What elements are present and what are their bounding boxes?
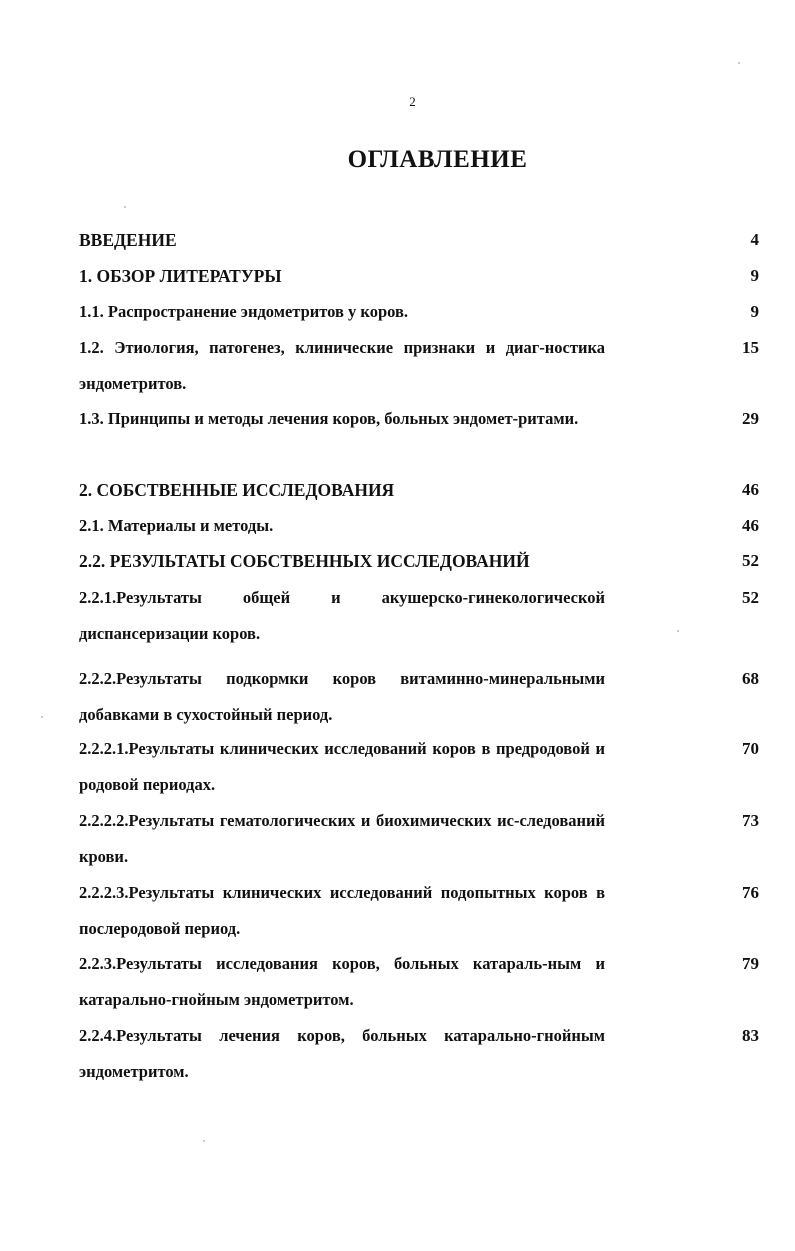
- toc-entry-page: 46: [742, 480, 759, 499]
- toc-entry-text: 2.2.2.1.Результаты клинических исследований коров в предродовой и родовой периодах.: [79, 739, 605, 794]
- scan-speck: [41, 716, 43, 718]
- toc-entry-page: 29: [742, 409, 759, 428]
- toc-entry-text: 2.2.2.Результаты подкормки коров витаминно-минеральными добавками в сухостойный период.: [79, 669, 605, 724]
- page-title: ОГЛАВЛЕНИЕ: [347, 146, 528, 173]
- toc-entry-text: 1.1. Распространение эндометритов у коров.: [79, 302, 409, 321]
- page-number: 2: [409, 94, 416, 109]
- toc-entry-page: 4: [750, 230, 759, 249]
- toc-entry-text: 1.3. Принципы и методы лечения коров, больных эндомет-ритами.: [79, 409, 579, 428]
- scan-speck: [203, 1140, 205, 1142]
- toc-entry-page: 76: [742, 883, 759, 902]
- scan-speck: [738, 62, 740, 64]
- toc-entry-text: 2.1. Материалы и методы.: [79, 516, 274, 535]
- toc-entry-page: 9: [750, 266, 759, 285]
- scan-speck: [677, 630, 679, 632]
- toc-entry-page: 15: [742, 338, 759, 357]
- toc-entry-page: 52: [742, 551, 759, 570]
- toc-entry-text: 1. ОБЗОР ЛИТЕРАТУРЫ: [79, 266, 282, 286]
- toc-entry-page: 9: [750, 302, 759, 321]
- toc-entry-text: ВВЕДЕНИЕ: [79, 230, 177, 250]
- toc-entry-page: 70: [742, 739, 759, 758]
- toc-entry-page: 46: [742, 516, 759, 535]
- toc-entry-text: 2.2.2.3.Результаты клинических исследований подопытных коров в послеродовой период.: [79, 883, 605, 938]
- scan-speck: [124, 206, 126, 208]
- toc-entry-page: 73: [742, 811, 759, 830]
- toc-entry-text: 2.2.4.Результаты лечения коров, больных катарально-гнойным эндометритом.: [79, 1026, 605, 1081]
- toc-entry-page: 68: [742, 669, 759, 688]
- toc-entry-text: 2.2. РЕЗУЛЬТАТЫ СОБСТВЕННЫХ ИССЛЕДОВАНИЙ: [79, 551, 530, 571]
- toc-entry-page: 83: [742, 1026, 759, 1045]
- toc-entry-text: 1.2. Этиология, патогенез, клинические признаки и диаг-ностика эндометритов.: [79, 338, 605, 393]
- toc-entry-text: 2.2.1.Результаты общей и акушерско-гинекологической диспансеризации коров.: [79, 588, 605, 643]
- toc-entry-text: 2.2.3.Результаты исследования коров, больных катараль-ным и катарально-гнойным эндометритом.: [79, 954, 605, 1009]
- toc-entry-text: 2. СОБСТВЕННЫЕ ИССЛЕДОВАНИЯ: [79, 480, 395, 500]
- toc-entry-page: 52: [742, 588, 759, 607]
- toc-entry-page: 79: [742, 954, 759, 973]
- toc-entry-text: 2.2.2.2.Результаты гематологических и биохимических ис-следований крови.: [79, 811, 605, 866]
